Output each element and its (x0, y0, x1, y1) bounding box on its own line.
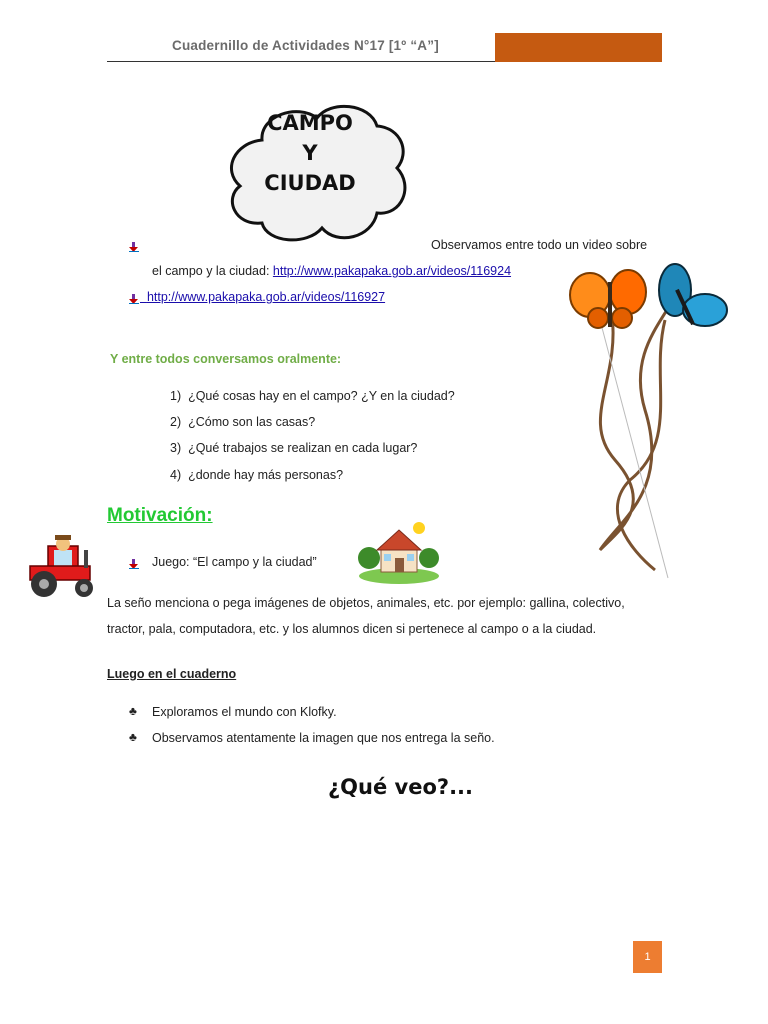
arrow-bullet-icon (129, 294, 139, 304)
video-link-2-text: http://www.pakapaka.gob.ar/videos/116927 (146, 290, 386, 304)
video-link-1[interactable]: http://www.pakapaka.gob.ar/videos/116924 (272, 264, 512, 278)
cloud-title-line-3: CIUDAD (264, 171, 356, 195)
club-bullet-icon: ♣ (129, 704, 137, 718)
conversation-heading: Y entre todos conversamos oralmente: (110, 352, 342, 366)
tractor-illustration (26, 532, 100, 600)
question-number: 2) (170, 415, 182, 429)
question-number: 1) (170, 389, 182, 403)
motivacion-paragraph-line-1: La seño menciona o pega imágenes de objetos, animales, etc. por ejemplo: gallina, colectivo, (107, 596, 625, 610)
question-item (170, 468, 343, 482)
question-text: ¿Qué trabajos se realizan en cada lugar? (188, 441, 418, 455)
question-number: 4) (170, 468, 182, 482)
que-veo-heading: ¿Qué veo?... (328, 775, 474, 799)
motivacion-paragraph-line-2: tractor, pala, computadora, etc. y los alumnos dicen si pertenece al campo o a la ciudad. (107, 622, 597, 636)
question-text: ¿Cómo son las casas? (188, 415, 316, 429)
intro-line-3 (140, 290, 385, 304)
butterflies-illustration (560, 260, 735, 580)
cloud-title-line-1: CAMPO (267, 111, 353, 135)
cloud-title (250, 108, 370, 198)
intro-text-1: Observamos entre todo un video sobre (431, 238, 648, 252)
house-illustration (357, 518, 441, 584)
cuaderno-item: Exploramos el mundo con Klofky. (152, 705, 337, 719)
blue-butterfly-icon (659, 264, 727, 326)
orange-butterfly-icon (570, 270, 646, 328)
page-number: 1 (633, 941, 662, 973)
game-text: Juego: “El campo y la ciudad” (152, 555, 317, 569)
question-item (170, 441, 417, 455)
arrow-bullet-icon (129, 559, 139, 569)
header-divider (107, 61, 495, 62)
question-item (170, 389, 455, 403)
club-bullet-icon: ♣ (129, 730, 137, 744)
arrow-bullet-icon (129, 242, 139, 252)
question-number: 3) (170, 441, 182, 455)
cuaderno-heading: Luego en el cuaderno (107, 667, 237, 681)
question-item (170, 415, 315, 429)
intro-line-2 (152, 264, 511, 278)
question-text: ¿Qué cosas hay en el campo? ¿Y en la ciudad? (188, 389, 455, 403)
intro-text-2: el campo y la ciudad: (152, 264, 273, 278)
header-title: Cuadernillo de Actividades N°17 [1º “A”] (172, 38, 439, 53)
motivacion-heading: Motivación: (107, 505, 213, 526)
cuaderno-item: Observamos atentamente la imagen que nos entrega la seño. (152, 731, 495, 745)
question-text: ¿donde hay más personas? (188, 468, 344, 482)
cloud-title-line-2: Y (302, 141, 318, 165)
header-accent-box (495, 33, 662, 62)
video-link-2[interactable] (140, 290, 385, 304)
